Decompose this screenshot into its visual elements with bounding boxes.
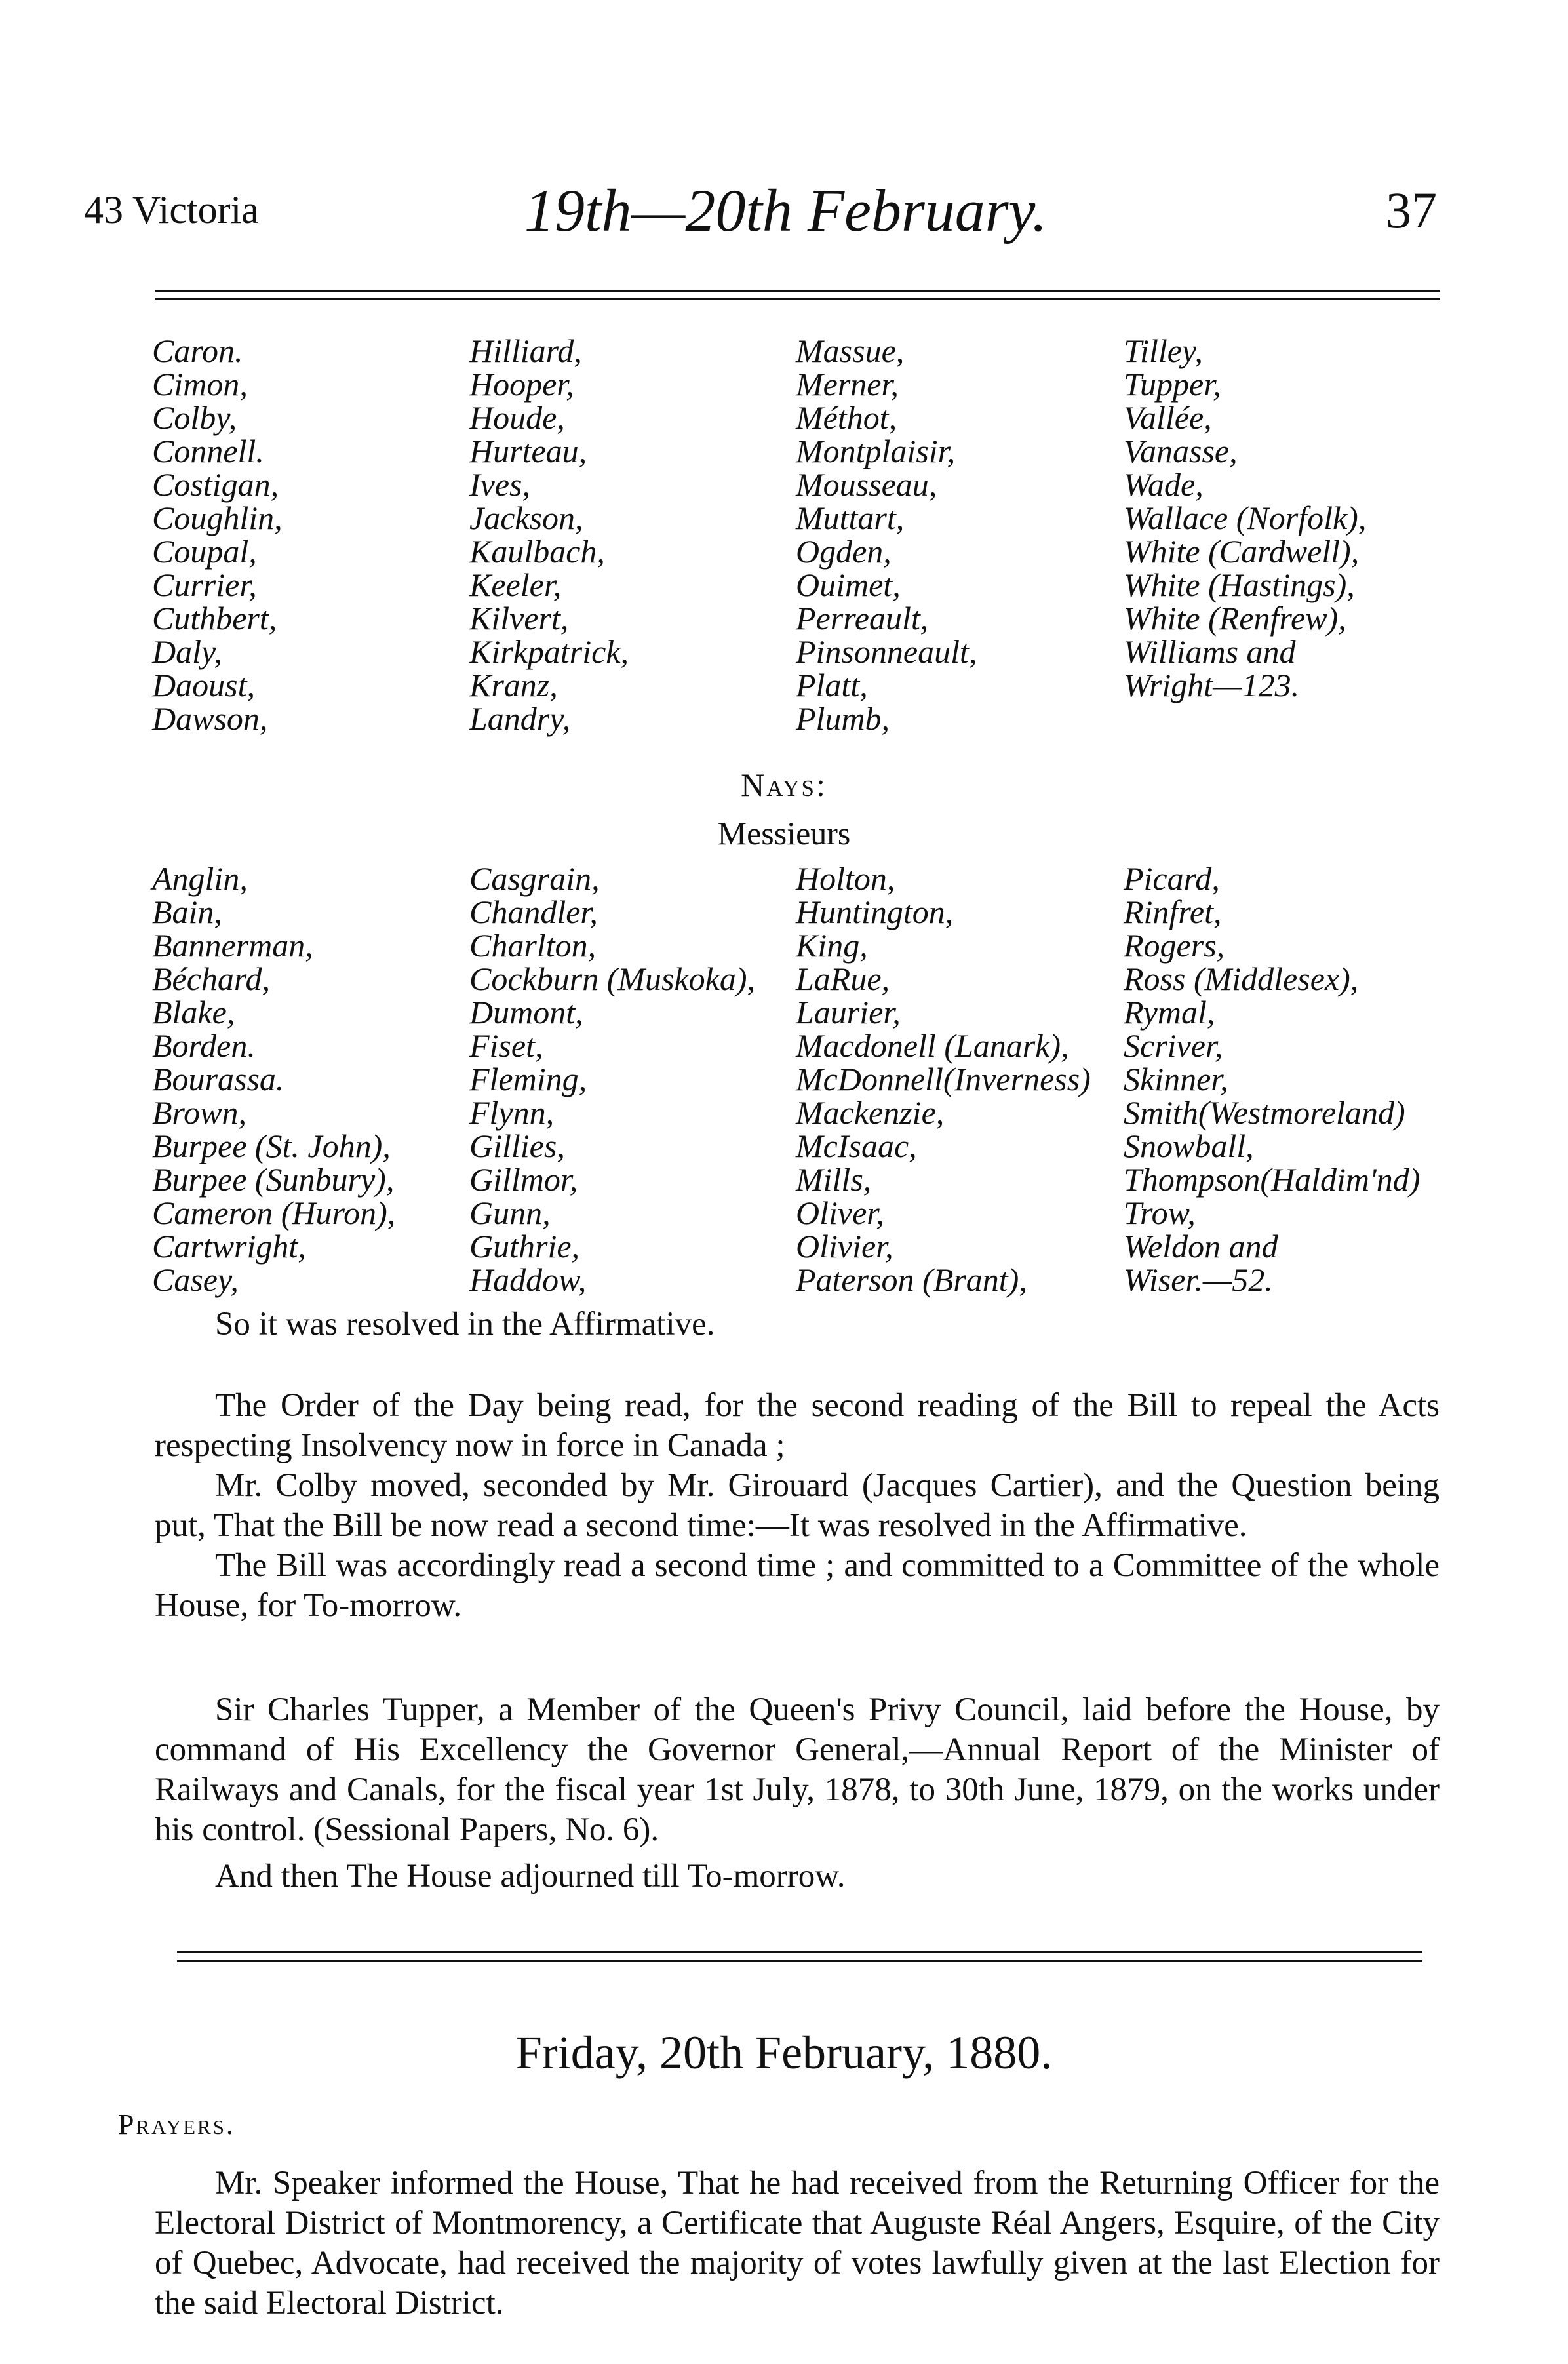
member-name: Kirkpatrick, [469,633,629,670]
member-name: Smith(Westmoreland) [1124,1094,1405,1131]
member-name: Thompson(Haldim'nd) [1124,1161,1421,1198]
member-name: White (Hastings), [1124,566,1355,603]
member-name: Costigan, [152,466,279,503]
member-name: Mills, [796,1161,872,1198]
tupper-block [155,1690,1440,1850]
member-name: Muttart, [796,500,905,536]
order-paragraph-1: The Order of the Day being read, for the second reading of the Bill to repeal the Acts respecting Insolvency now in force in Canada ; [155,1387,1440,1464]
member-name: Gillmor, [469,1161,578,1198]
member-name: Flynn, [469,1094,555,1131]
member-name: Snowball, [1124,1128,1254,1164]
member-name: Plumb, [796,700,890,737]
member-name: Keeler, [469,566,562,603]
member-name: Platt, [796,667,868,703]
member-name: Dumont, [469,994,583,1031]
member-name: Ross (Middlesex), [1124,960,1359,997]
member-name: LaRue, [796,960,890,997]
resolved-line [155,1305,1440,1345]
member-name: Hilliard, [469,332,582,369]
nays-subheading: Messieurs [717,815,851,852]
member-name: Wade, [1124,466,1204,503]
member-name: Fiset, [469,1027,543,1064]
member-name: Borden. [152,1027,256,1064]
member-name: Blake, [152,994,235,1031]
member-name: Jackson, [469,500,583,536]
member-name: Trow, [1124,1194,1196,1231]
member-name: Kilvert, [469,600,569,637]
member-name: Haddow, [469,1261,587,1298]
header-rule-top [155,290,1440,292]
speaker-paragraph: Mr. Speaker informed the House, That he had received from the Returning Officer for the Electoral District of Montmorency, a Certificate that Auguste Réal Angers, Esquire, of the City of Quebec, Advocate, had received the majority of votes lawfully given at the last Election for the said Electoral District. [155,2165,1440,2321]
member-name: Cuthbert, [152,600,277,637]
member-name: Landry, [469,700,571,737]
member-name: Vanasse, [1124,433,1238,469]
member-name: Pinsonneault, [796,633,977,670]
member-name: Colby, [152,399,237,436]
member-name: Tupper, [1124,366,1221,403]
member-name: Gillies, [469,1128,565,1164]
member-name: Anglin, [152,860,248,897]
member-name: Currier, [152,566,257,603]
tupper-paragraph: Sir Charles Tupper, a Member of the Queen's Privy Council, laid before the House, by command of His Excellency the Governor General,—Annual Report of the Minister of Railways and Canals, for the fiscal year 1st July, 1878, to 30th June, 1879, on the works under his control. (Sessional Papers, No. 6). [155,1691,1440,1848]
running-head-left: 43 Victoria [84,188,259,231]
member-name: Weldon and [1124,1228,1278,1265]
member-name: Williams and [1124,633,1296,670]
order-of-day-block [155,1386,1440,1626]
member-name: Ouimet, [796,566,901,603]
member-name: Perreault, [796,600,929,637]
member-name: Hurteau, [469,433,587,469]
nays-column-2 [469,862,755,1297]
member-name: Laurier, [796,994,901,1031]
resolved-text: So it was resolved in the Affirmative. [215,1306,715,1343]
member-name: Cimon, [152,366,248,403]
member-name: Méthot, [796,399,897,436]
order-paragraph-2: Mr. Colby moved, seconded by Mr. Girouard (Jacques Cartier), and the Question being put, That the Bill be now read a second time:—It was resolved in the Affirmative. [155,1467,1440,1544]
member-name: Coupal, [152,533,257,570]
member-name: White (Renfrew), [1124,600,1346,637]
member-name: Chandler, [469,894,598,930]
prayers-heading: Prayers. [118,2108,235,2140]
member-name: Cockburn (Muskoka), [469,960,755,997]
member-name: Kranz, [469,667,558,703]
member-name: Houde, [469,399,565,436]
nays-column-4 [1124,862,1420,1297]
member-name: Casgrain, [469,860,600,897]
member-name: Bain, [152,894,222,930]
member-name: Holton, [796,860,895,897]
member-name: Ives, [469,466,530,503]
adjourned-text: And then The House adjourned till To-morrow. [215,1858,846,1895]
member-name: Daoust, [152,667,255,703]
member-name: Dawson, [152,700,268,737]
member-name: Cameron (Huron), [152,1194,396,1231]
member-name: Montplaisir, [796,433,956,469]
running-head-date: 19th—20th February. [524,177,1048,244]
member-name: Oliver, [796,1194,884,1231]
member-name: McIsaac, [796,1128,917,1164]
member-name: Charlton, [469,927,597,964]
nays-column-1 [152,862,395,1297]
member-name: Ogden, [796,533,892,570]
member-name: Picard, [1124,860,1220,897]
yeas-column-3 [796,334,977,736]
member-name: Rymal, [1124,994,1215,1031]
order-paragraph-3: The Bill was accordingly read a second time ; and committed to a Committee of the whole House, for To-morrow. [155,1547,1440,1624]
member-name: Vallée, [1124,399,1212,436]
member-name: Massue, [796,332,905,369]
member-name: Wiser.—52. [1124,1261,1273,1298]
member-name: White (Cardwell), [1124,533,1360,570]
section-rule-top [177,1951,1422,1953]
member-name: Merner, [796,366,899,403]
member-name: Burpee (St. John), [152,1128,391,1164]
yeas-column-1 [152,334,283,736]
member-name: Olivier, [796,1228,893,1265]
member-name: Wallace (Norfolk), [1124,500,1367,536]
member-name: Hooper, [469,366,574,403]
section-title: Friday, 20th February, 1880. [515,2026,1053,2079]
member-name: Rogers, [1124,927,1225,964]
section-rule-bottom [177,1960,1422,1962]
member-name: Daly, [152,633,222,670]
member-name: Huntington, [796,894,954,930]
yeas-column-2 [469,334,629,736]
member-name: Mousseau, [796,466,937,503]
header-rule-bottom [155,298,1440,300]
member-name: Guthrie, [469,1228,580,1265]
member-name: Cartwright, [152,1228,306,1265]
member-name: McDonnell(Inverness) [796,1061,1091,1097]
speaker-block [155,2163,1440,2323]
member-name: Rinfret, [1124,894,1222,930]
member-name: Coughlin, [152,500,283,536]
member-name: Kaulbach, [469,533,605,570]
member-name: Macdonell (Lanark), [796,1027,1069,1064]
member-name: Gunn, [469,1194,551,1231]
member-name: Paterson (Brant), [796,1261,1027,1298]
member-name: Connell. [152,433,264,469]
member-name: Scriver, [1124,1027,1223,1064]
yeas-column-4 [1124,334,1366,702]
member-name: King, [796,927,868,964]
member-name: Casey, [152,1261,239,1298]
page-number: 37 [1386,182,1437,239]
member-name: Wright—123. [1124,667,1300,703]
member-name: Burpee (Sunbury), [152,1161,395,1198]
member-name: Skinner, [1124,1061,1228,1097]
member-name: Mackenzie, [796,1094,945,1131]
nays-column-3 [796,862,1091,1297]
member-name: Tilley, [1124,332,1203,369]
member-name: Béchard, [152,960,271,997]
member-name: Bannerman, [152,927,313,964]
member-name: Fleming, [469,1061,587,1097]
adjourned-block [155,1857,1440,1897]
nays-heading: Nays: [741,766,827,803]
member-name: Brown, [152,1094,246,1131]
member-name: Caron. [152,332,243,369]
member-name: Bourassa. [152,1061,284,1097]
